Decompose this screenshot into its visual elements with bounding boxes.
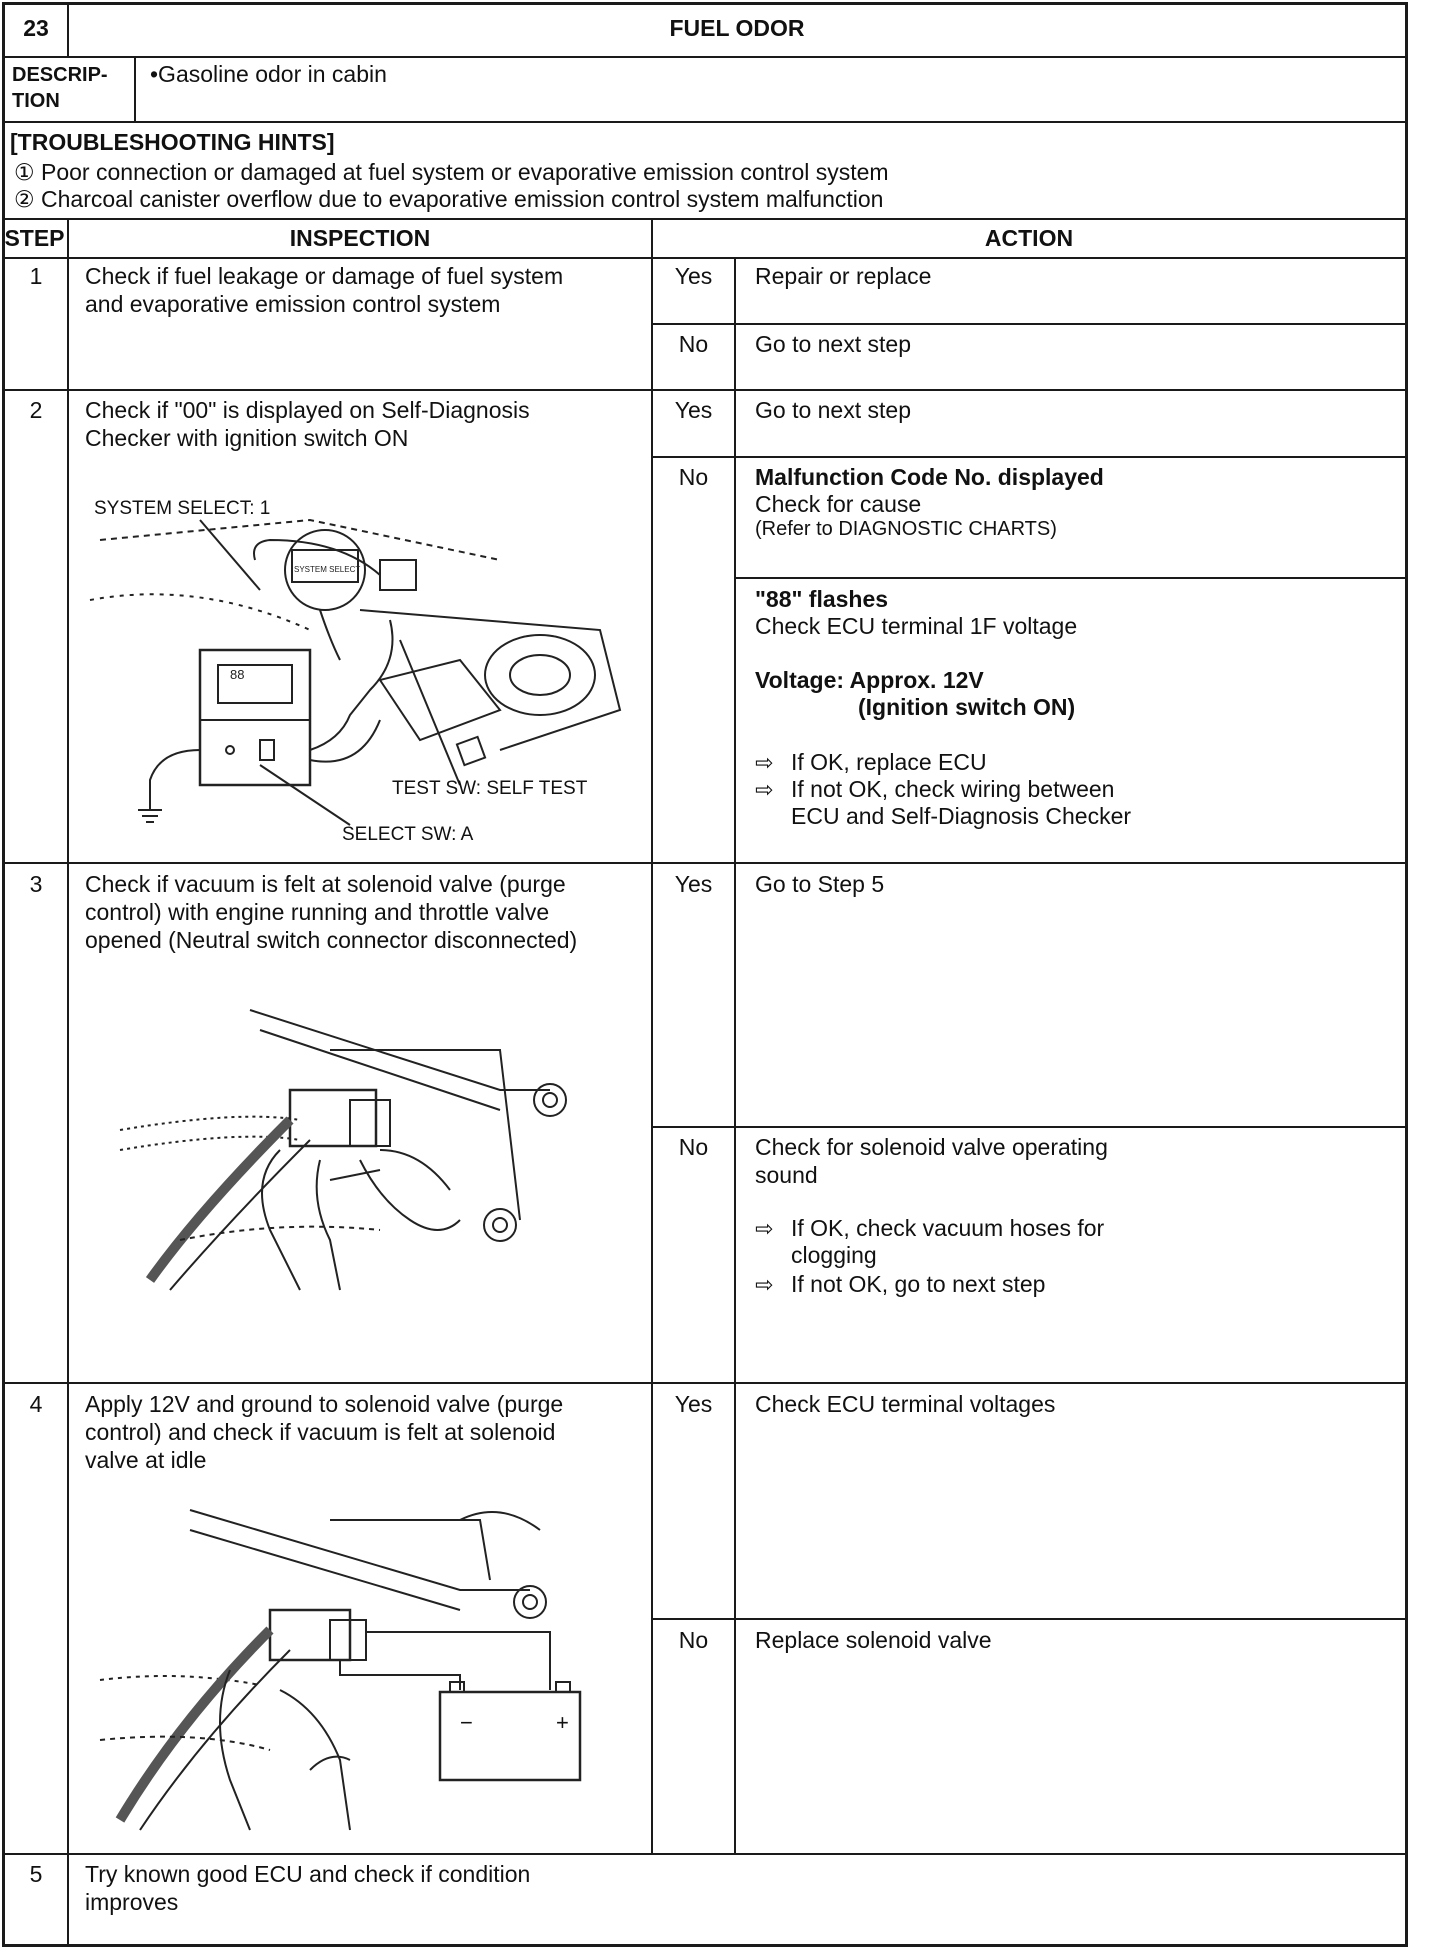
- malfunction-title: Malfunction Code No. displayed: [755, 464, 1104, 490]
- test-sw-label: TEST SW: SELF TEST: [392, 778, 588, 799]
- column-header-inspection: INSPECTION: [289, 225, 431, 251]
- action-text: Check for solenoid valve operating sound: [755, 1134, 1108, 1188]
- step-number: 2: [29, 397, 43, 423]
- action-text: Check ECU terminal 1F voltage: [755, 613, 1078, 639]
- arrow-icon: ⇨: [755, 1216, 774, 1241]
- inspection-text: Check if vacuum is felt at solenoid valve (purge control) with engine running and throttle valve opened (Neutral switch connector disconnected): [85, 871, 578, 953]
- battery-negative-terminal: −: [460, 1710, 473, 1735]
- column-header-action: ACTION: [984, 225, 1074, 251]
- description-text: •Gasoline odor in cabin: [150, 61, 387, 87]
- checker-display: 88: [230, 667, 245, 682]
- result-ok: ⇨ If OK, check vacuum hoses for: [755, 1215, 1105, 1241]
- arrow-icon: ⇨: [755, 750, 774, 775]
- checker-label: SYSTEM SELECT: [294, 565, 361, 574]
- battery-positive-terminal: +: [556, 1710, 569, 1735]
- voltage-spec: Voltage: Approx. 12V: [755, 667, 984, 693]
- description-label: DESCRIP- TION: [12, 64, 108, 112]
- step-number: 3: [29, 871, 43, 897]
- result-ok: ⇨ If OK, replace ECU: [755, 749, 987, 775]
- inspection-text: Check if "00" is displayed on Self-Diagnosis Checker with ignition switch ON: [85, 397, 530, 451]
- system-select-label: SYSTEM SELECT: 1: [94, 498, 271, 519]
- action-text: Check ECU terminal voltages: [755, 1391, 1056, 1417]
- action-text: Replace solenoid valve: [755, 1627, 992, 1653]
- yes-label: Yes: [674, 263, 713, 289]
- inspection-text: Try known good ECU and check if condition improves: [85, 1861, 531, 1915]
- inspection-text: Check if fuel leakage or damage of fuel system and evaporative emission control system: [85, 263, 564, 317]
- step-number: 1: [29, 263, 43, 289]
- vacuum-check-illustration: [80, 990, 600, 1300]
- no-label: No: [678, 1627, 709, 1653]
- page-title: FUEL ODOR: [669, 15, 805, 41]
- self-diagnosis-checker-diagram: [80, 480, 640, 850]
- hint-item: ② Charcoal canister overflow due to evaporative emission control system malfunction: [14, 186, 884, 212]
- step-number: 4: [29, 1391, 43, 1417]
- action-reference: (Refer to DIAGNOSTIC CHARTS): [755, 518, 1057, 540]
- select-sw-label: SELECT SW: A: [342, 824, 474, 845]
- yes-label: Yes: [674, 871, 713, 897]
- action-text: Go to Step 5: [755, 871, 885, 897]
- no-label: No: [678, 331, 709, 357]
- action-text: Check for cause: [755, 491, 922, 517]
- no-label: No: [678, 1134, 709, 1160]
- hints-title: [TROUBLESHOOTING HINTS]: [10, 129, 335, 155]
- solenoid-battery-diagram: [80, 1480, 600, 1840]
- voltage-condition: (Ignition switch ON): [858, 694, 1076, 720]
- flash-title: "88" flashes: [755, 586, 889, 612]
- column-header-step: STEP: [4, 225, 65, 251]
- result-not-ok-cont: ECU and Self-Diagnosis Checker: [791, 803, 1132, 829]
- yes-label: Yes: [674, 1391, 713, 1417]
- result-not-ok: ⇨ If not OK, check wiring between: [755, 776, 1115, 802]
- section-number: 23: [23, 15, 49, 41]
- action-text: Repair or replace: [755, 263, 932, 289]
- action-text: Go to next step: [755, 331, 911, 357]
- arrow-icon: ⇨: [755, 1272, 774, 1297]
- result-not-ok: ⇨ If not OK, go to next step: [755, 1271, 1046, 1297]
- checker-illustration: [80, 480, 640, 850]
- step-number: 5: [29, 1861, 43, 1887]
- arrow-icon: ⇨: [755, 777, 774, 802]
- no-label: No: [678, 464, 709, 490]
- yes-label: Yes: [674, 397, 713, 423]
- battery-test-illustration: [80, 1480, 600, 1840]
- hint-item: ① Poor connection or damaged at fuel system or evaporative emission control system: [14, 159, 889, 185]
- inspection-text: Apply 12V and ground to solenoid valve (purge control) and check if vacuum is felt at solenoid valve at idle: [85, 1391, 564, 1473]
- action-text: Go to next step: [755, 397, 911, 423]
- solenoid-valve-vacuum-diagram: [80, 990, 600, 1300]
- result-ok-cont: clogging: [791, 1242, 877, 1268]
